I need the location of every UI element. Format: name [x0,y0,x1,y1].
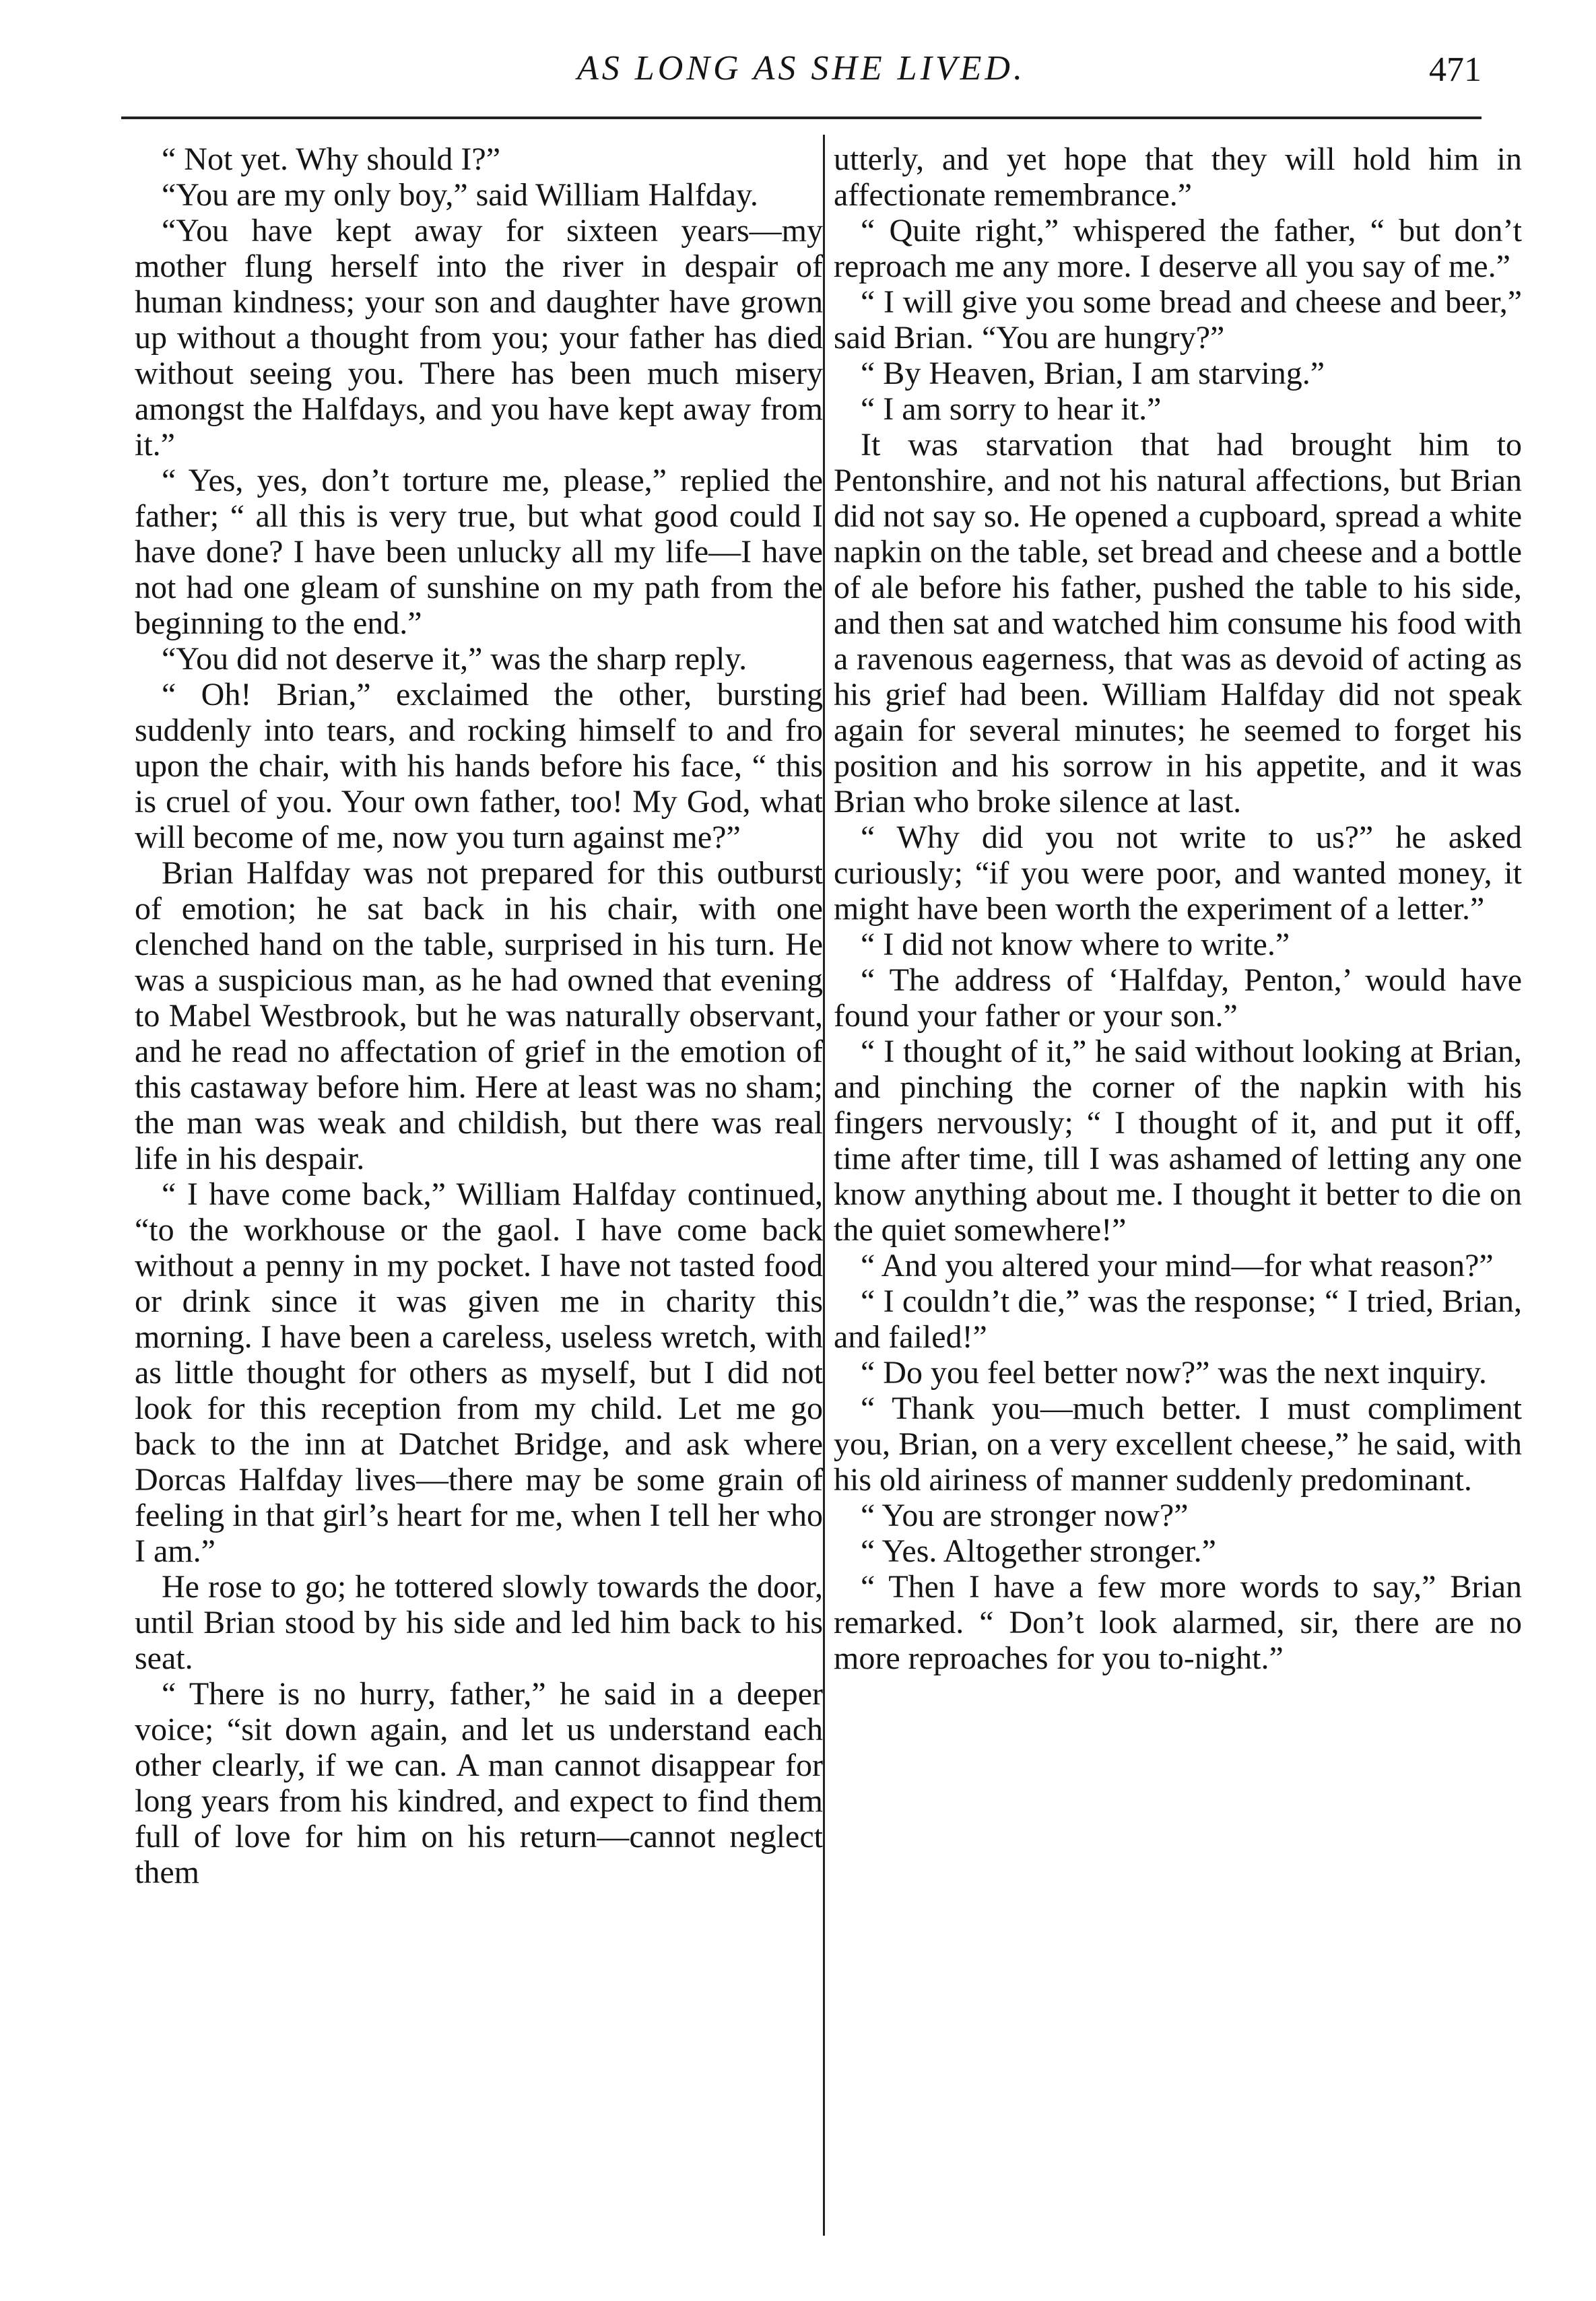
paragraph: “ Yes. Altogether stronger.” [861,1533,1216,1569]
paragraph: “ And you altered your mind—for what reason?” [861,1248,1494,1283]
paragraph: “ Do you feel better now?” was the next inquiry. [861,1355,1487,1391]
right-column [834,141,1522,1676]
page-number: 471 [1429,51,1482,89]
paragraph: “ Then I have a few more words to say,” Brian remarked. “ Don’t look alarmed, sir, there are no more reproaches for you to-night.” [834,1569,1522,1676]
paragraph: “ Quite right,” whispered the father, “ but don’t reproach me any more. I deserve all you say of me.” [834,213,1522,284]
paragraph: “ The address of ‘Halfday, Penton,’ would have found your father or your son.” [834,962,1522,1034]
paragraph: “ I will give you some bread and cheese and beer,” said Brian. “You are hungry?” [834,284,1522,356]
paragraph: Brian Halfday was not prepared for this outburst of emotion; he sat back in his chair, with one clenched hand on the table, surprised in his turn. He was a suspicious man, as he had owned that evening to Mabel Westbrook, but he was naturally observant, and he read no affectation of grief in the emotion of this castaway before him. Here at least was no sham; the man was weak and childish, but there was real life in his despair. [135,855,823,1176]
paragraph: “ Yes, yes, don’t torture me, please,” replied the father; “ all this is very true, but what good could I have done? I have been unlucky all my life—I have not had one gleam of sunshine on my path from the beginning to the end.” [135,463,823,641]
paragraph: “ I couldn’t die,” was the response; “ I tried, Brian, and failed!” [834,1283,1522,1355]
page-header [121,42,1482,109]
header-rule [121,116,1482,119]
paragraph: “ I am sorry to hear it.” [861,391,1162,427]
column-divider [823,135,825,2236]
paragraph: “You did not deserve it,” was the sharp reply. [162,641,747,677]
paragraph: “ Not yet. Why should I?” [162,141,500,177]
paragraph: “You have kept away for sixteen years—my mother flung herself into the river in despair of human kindness; your son and daughter have grown up without a thought from you; your father has died without seeing you. There has been much misery amongst the Halfdays, and you have kept away from it.” [135,213,823,463]
paragraph: “ Thank you—much better. I must compliment you, Brian, on a very excellent cheese,” he said, with his old airiness of manner suddenly predominant. [834,1391,1522,1498]
left-column [135,141,823,1890]
paragraph: “ I have come back,” William Halfday continued, “to the workhouse or the gaol. I have come back without a penny in my pocket. I have not tasted food or drink since it was given me in charity this morning. I have been a careless, useless wretch, with as little thought for others as myself, but I did not look for this reception from my child. Let me go back to the inn at Datchet Bridge, and ask where Dorcas Halfday lives—there may be some grain of feeling in that girl’s heart for me, when I tell her who I am.” [135,1176,823,1569]
paragraph: “ Oh! Brian,” exclaimed the other, bursting suddenly into tears, and rocking himself to and fro upon the chair, with his hands before his face, “ this is cruel of you. Your own father, too! My God, what will become of me, now you turn against me?” [135,677,823,855]
paragraph: “ You are stronger now?” [861,1498,1189,1533]
paragraph: “ I did not know where to write.” [861,927,1290,962]
paragraph-continuation: utterly, and yet hope that they will hold him in affectionate remembrance.” [834,141,1522,213]
paragraph: “You are my only boy,” said William Halfday. [162,177,758,213]
paragraph: “ By Heaven, Brian, I am starving.” [861,356,1325,391]
paragraph: “ I thought of it,” he said without looking at Brian, and pinching the corner of the napkin with his fingers nervously; “ I thought of it, and put it off, time after time, till I was ashamed of letting any one know anything about me. I thought it better to die on the quiet somewhere!” [834,1034,1522,1248]
paragraph: It was starvation that had brought him to Pentonshire, and not his natural affections, but Brian did not say so. He opened a cupboard, spread a white napkin on the table, set bread and cheese and a bottle of ale before his father, pushed the table to his side, and then sat and watched him consume his food with a ravenous eagerness, that was as devoid of acting as his grief had been. William Halfday did not speak again for several minutes; he seemed to forget his position and his sorrow in his appetite, and it was Brian who broke silence at last. [834,427,1522,820]
paragraph: “ There is no hurry, father,” he said in a deeper voice; “sit down again, and let us understand each other clearly, if we can. A man cannot disappear for long years from his kindred, and expect to find them full of love for him on his return—cannot neglect them [135,1676,823,1890]
paragraph: “ Why did you not write to us?” he asked curiously; “if you were poor, and wanted money, it might have been worth the experiment of a letter.” [834,820,1522,927]
running-title: AS LONG AS SHE LIVED. [577,49,1026,88]
paragraph: He rose to go; he tottered slowly towards the door, until Brian stood by his side and led him back to his seat. [135,1569,823,1676]
